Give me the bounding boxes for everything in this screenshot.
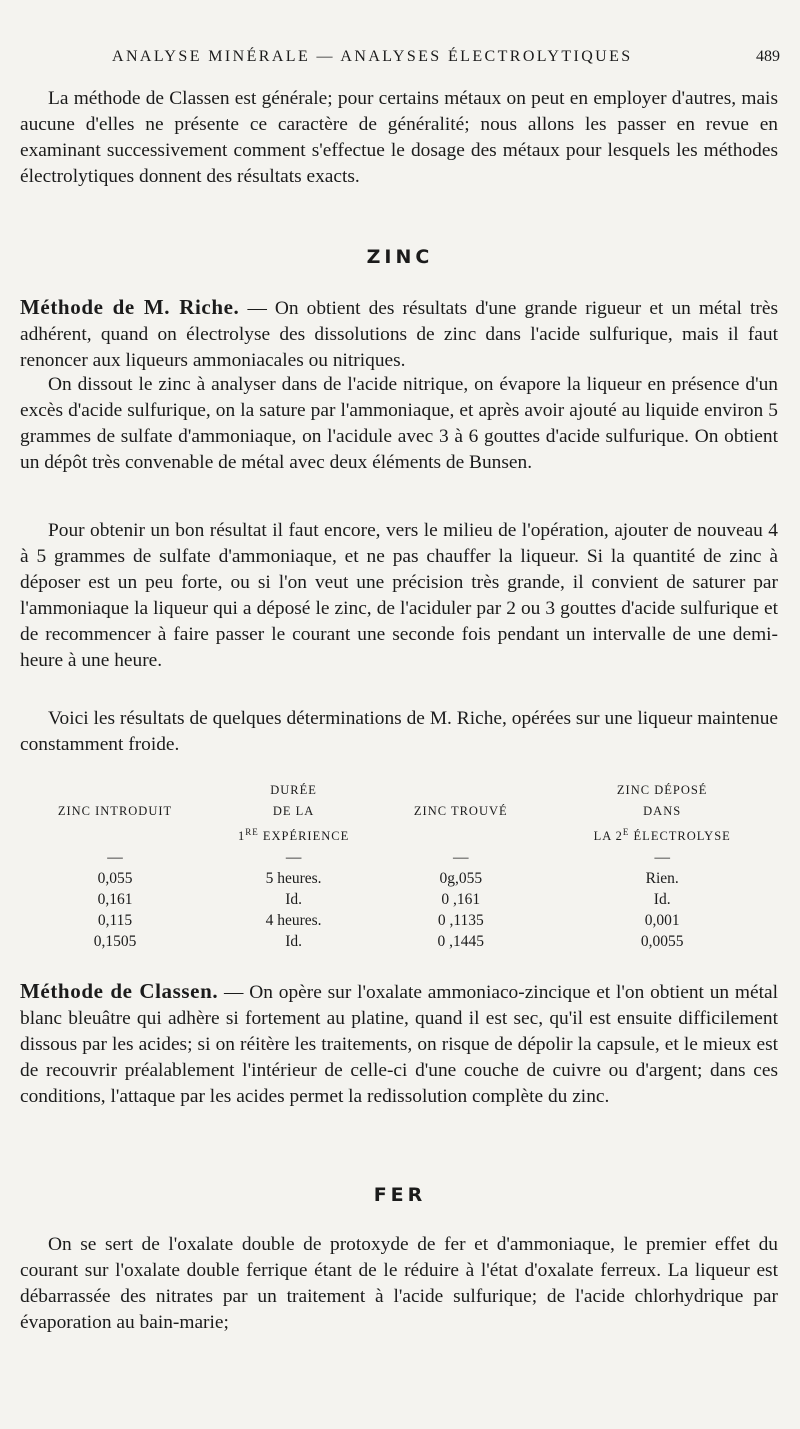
- page-number: 489: [756, 48, 780, 65]
- results-table: [20, 780, 780, 952]
- running-head: [0, 48, 800, 72]
- riche-block-2: [20, 372, 778, 476]
- header-experience: 1RE EXPÉRIENCE: [237, 827, 350, 844]
- table-row: [20, 910, 780, 931]
- riche-text: — On obtient des résultats d'une grande rigueur et un métal très adhérent, quand on électrolyse des dissolutions de zinc dans l'acide sulfurique, mais il faut renoncer aux liqueurs ammoniacales ou nitriques.: [20, 298, 778, 371]
- table-cell: Rien.: [645, 870, 679, 888]
- riche-block-4: [20, 706, 778, 758]
- table-row: [20, 868, 780, 889]
- riche-paragraph-4: Voici les résultats de quelques déterminations de M. Riche, opérées sur une liqueur maintenue constamment froide.: [20, 708, 778, 755]
- header-de-la: DE LA: [272, 804, 315, 818]
- section-title-fer: FER: [373, 1184, 427, 1206]
- intro-paragraph: La méthode de Classen est générale; pour certains métaux on peut en employer d'autres, mais aucune d'elles ne présente ce caractère de généralité; nous allons les passer en revue en examinant successivement comment s'effectue le dosage des métaux pour lesquels les méthodes électrolytiques donnent des résultats exacts.: [20, 88, 778, 187]
- table-cell: 0g,055: [439, 870, 483, 888]
- header-duree: DURÉE: [270, 783, 317, 797]
- table-row: [20, 889, 780, 910]
- table-cell: 4 heures.: [265, 912, 322, 930]
- table-cell: 0,161: [97, 891, 133, 909]
- header-zinc-trouve: ZINC TROUVÉ: [413, 804, 508, 818]
- riche-block-3: [20, 518, 778, 674]
- table-cell: 0 ,1445: [437, 933, 485, 951]
- riche-paragraph-2: On dissout le zinc à analyser dans de l'acide nitrique, on évapore la liqueur en présence d'un excès d'acide sulfurique, on la sature par l'ammoniaque, et après avoir ajouté au liquide environ 5 grammes de sulfate d'ammoniaque, on l'acidule avec 3 à 6 gouttes d'acide sulfurique. On obtient un dépôt très convenable de métal avec deux éléments de Bunsen.: [20, 374, 778, 473]
- section-title-zinc: ZINC: [366, 246, 434, 268]
- table-cell: Id.: [653, 891, 671, 909]
- fer-paragraph: On se sert de l'oxalate double de protoxyde de fer et d'ammoniaque, le premier effet du courant sur l'oxalate double ferrique étant de le réduire à l'état d'oxalate ferreux. La liqueur est débarrassée des nitrates par un traitement à l'acide sulfurique; de l'acide chlorhydrique par évaporation au bain-marie;: [20, 1234, 778, 1333]
- table-row: [20, 931, 780, 952]
- table-cell: Id.: [285, 933, 302, 951]
- table-cell: 0,0055: [640, 933, 684, 951]
- table-dash-row: — — — —: [107, 849, 670, 867]
- table-cell: 0,115: [97, 912, 133, 930]
- classen-text: — On opère sur l'oxalate ammoniaco-zincique et l'on obtient un métal blanc bleuâtre qui adhère si fortement au platine, quand il est sec, qu'il est ensuite difficilement dissous par les acides; si on réitère les traitements, on risque de dépolir la capsule, et le mieux est de recouvrir préalablement l'intérieur de celle-ci d'une couche de cuivre ou d'argent; dans ces conditions, l'attaque par les acides permet la redissolution complète du zinc.: [20, 982, 778, 1107]
- header-zinc-introduit: ZINC INTRODUIT: [57, 804, 173, 818]
- classen-block: [20, 978, 778, 1110]
- table-cell: 0 ,161: [441, 891, 481, 909]
- intro-block: [20, 86, 778, 190]
- table-cell: 0,1505: [93, 933, 137, 951]
- running-title: ANALYSE MINÉRALE — ANALYSES ÉLECTROLYTIQUES: [112, 48, 633, 65]
- method-heading-classen: Méthode de Classen.: [20, 979, 219, 1003]
- header-zinc-depose: ZINC DÉPOSÉ: [616, 783, 708, 797]
- table-cell: 0,001: [644, 912, 680, 930]
- riche-paragraph-3: Pour obtenir un bon résultat il faut encore, vers le milieu de l'opération, ajouter de nouveau 4 à 5 grammes de sulfate d'ammoniaque, et ne pas chauffer la liqueur. Si la quantité de zinc à déposer est un peu forte, ou si l'on veut une précision très grande, il convient de saturer par l'ammoniaque la liqueur qui a déposé le zinc, de l'aciduler par 2 ou 3 gouttes d'acide sulfurique et de recommencer à faire passer le courant une seconde fois pendant un intervalle de une demi-heure à une heure.: [20, 520, 778, 671]
- fer-block: [20, 1232, 778, 1336]
- classen-paragraph: [20, 978, 778, 1110]
- table-cell: 0,055: [97, 870, 133, 888]
- table-cell: Id.: [285, 891, 302, 909]
- table-cell: 0 ,1135: [437, 912, 484, 930]
- riche-block: [20, 294, 778, 374]
- table-cell: 5 heures.: [265, 870, 322, 888]
- method-heading-riche: Méthode de M. Riche.: [20, 295, 240, 319]
- header-dans: DANS: [643, 804, 682, 818]
- riche-paragraph: [20, 294, 778, 374]
- header-electrolyse: LA $2^E$ ÉLECTROLYSE: [593, 827, 731, 844]
